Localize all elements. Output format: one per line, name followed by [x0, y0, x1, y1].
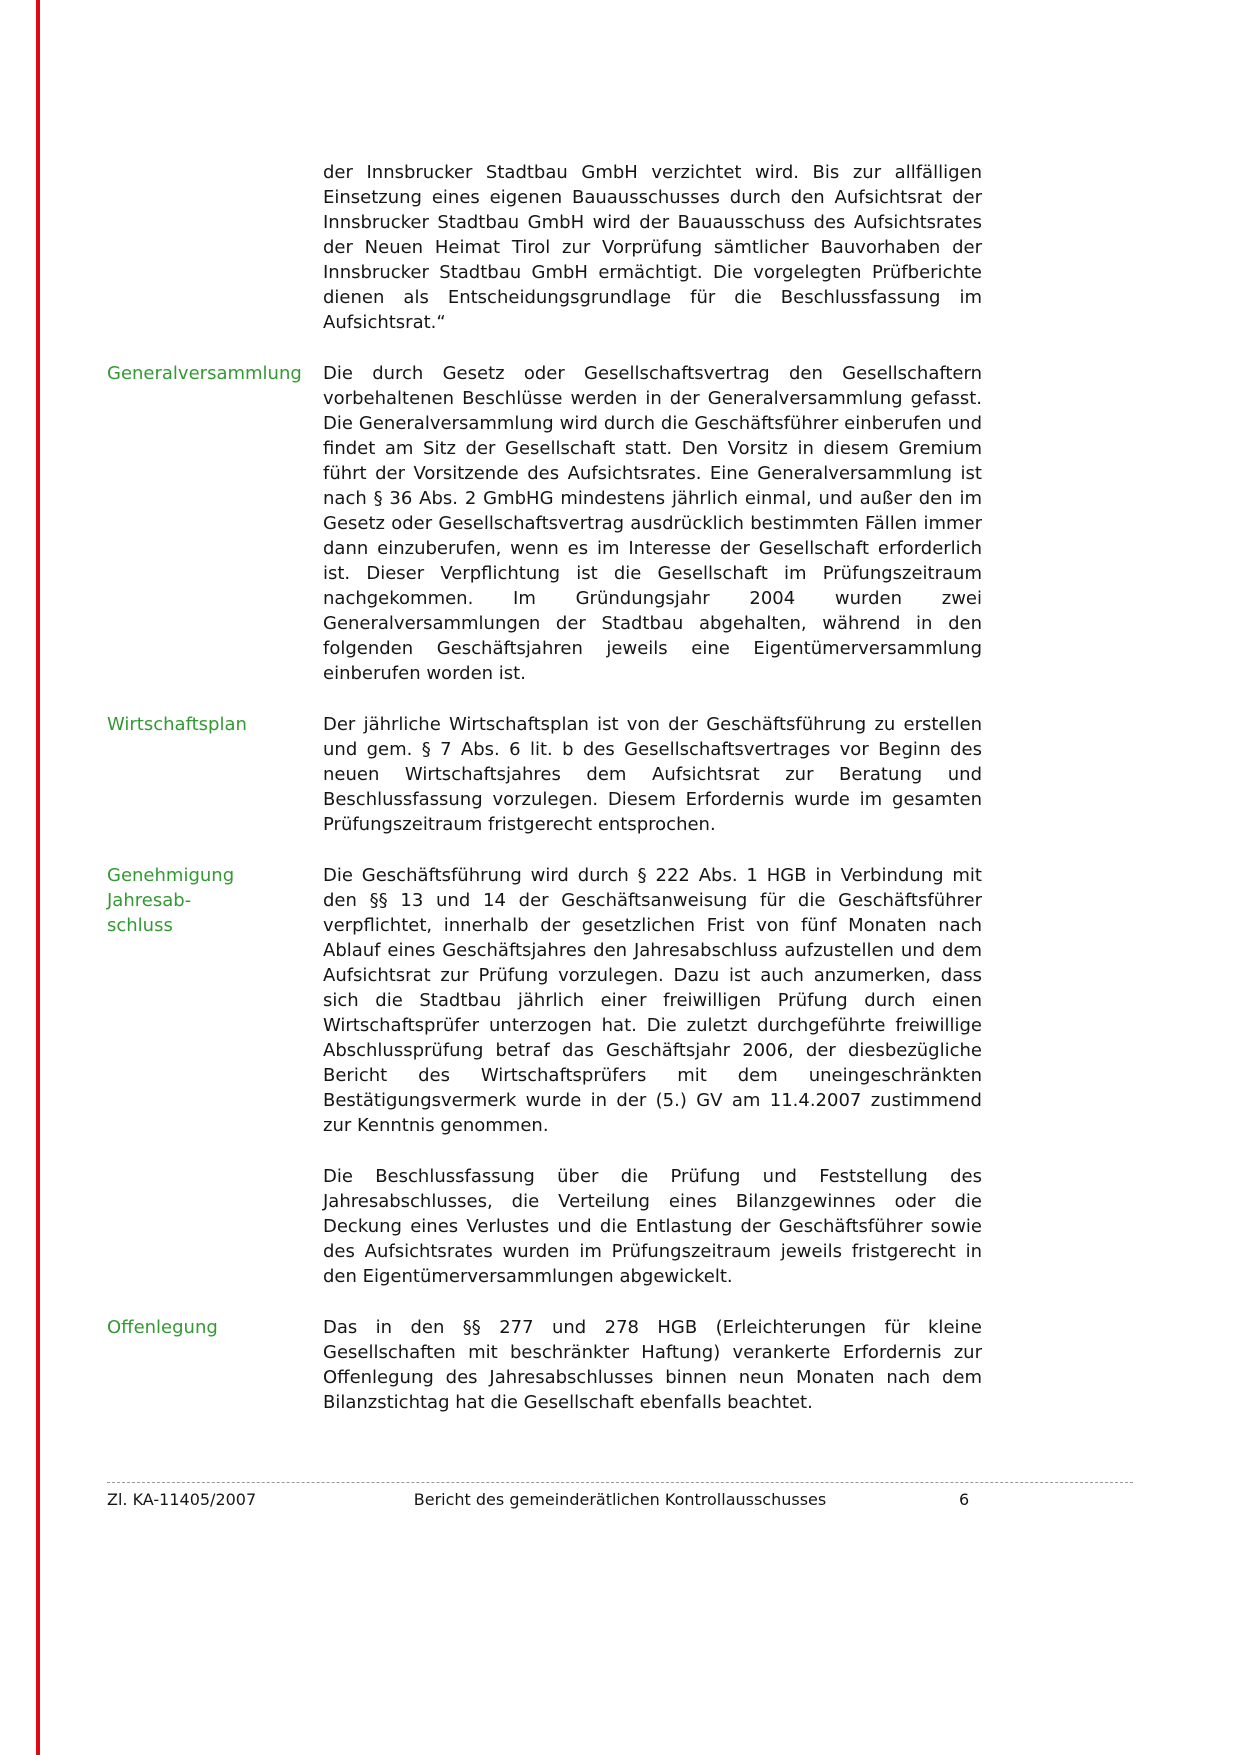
section-generalversammlung [107, 361, 982, 686]
paragraph: Die Geschäftsführung wird durch § 222 Abs. 1 HGB in Verbindung mit den §§ 13 und 14 der Geschäftsanweisung für die Geschäftsführer verpflichtet, innerhalb der gesetzlichen Frist von fünf Monaten nach Ablauf eines Geschäftsjahres den Jahresabschluss aufzustellen und dem Aufsichtsrat zur Prüfung vorzulegen. Dazu ist auch anzumerken, dass sich die Stadtbau jährlich einer freiwilligen Prüfung durch einen Wirtschaftsprüfer unterzogen hat. Die zuletzt durchgeführte freiwillige Abschlussprüfung betraf das Geschäftsjahr 2006, der diesbezügliche Bericht des Wirtschaftsprüfers mit dem uneingeschränkten Bestätigungsvermerk wurde in der (5.) GV am 11.4.2007 zustimmend zur Kenntnis genommen. [323, 865, 982, 1136]
section-text [323, 1315, 982, 1415]
section-continuation [107, 160, 982, 335]
margin-label-generalversammlung: Generalversammlung [107, 363, 302, 384]
paragraph: Die Beschlussfassung über die Prüfung und Feststellung des Jahresabschlusses, die Verteilung eines Bilanzgewinnes oder die Deckung eines Verlustes und die Entlastung der Geschäftsführer sowie des Aufsichtsrates wurden im Prüfungszeitraum jeweils fristgerecht in den Eigentümerversammlungen abgewickelt. [323, 1166, 982, 1287]
section-text [323, 160, 982, 335]
margin-label-wirtschaftsplan: Wirtschaftsplan [107, 714, 247, 735]
paragraph: der Innsbrucker Stadtbau GmbH verzichtet wird. Bis zur allfälligen Einsetzung eines eigenen Bauausschusses durch den Aufsichtsrat der Innsbrucker Stadtbau GmbH wird der Bauausschuss des Aufsichtsrates der Neuen Heimat Tirol zur Vorprüfung sämtlicher Bauvorhaben der Innsbrucker Stadtbau GmbH ermächtigt. Die vorgelegten Prüfberichte dienen als Entscheidungsgrundlage für die Beschlussfassung im Aufsichtsrat.“ [323, 162, 982, 333]
margin-label-genehmigung-jahresabschluss: Genehmigung Jahresab- schluss [107, 865, 235, 936]
paragraph: Das in den §§ 277 und 278 HGB (Erleichterungen für kleine Gesellschaften mit beschränkter Haftung) verankerte Erfordernis zur Offenlegung des Jahresabschlusses binnen neun Monaten nach dem Bilanzstichtag hat die Gesellschaft ebenfalls beachtet. [323, 1317, 982, 1413]
margin-label-empty [107, 160, 323, 335]
section-genehmigung-jahresabschluss [107, 863, 982, 1289]
document-body [107, 160, 982, 1441]
section-text [323, 361, 982, 686]
section-wirtschaftsplan [107, 712, 982, 837]
page-footer [107, 1482, 1133, 1518]
left-margin-rule [36, 0, 40, 1755]
footer-reference-number: Zl. KA-11405/2007 [107, 1490, 257, 1509]
section-offenlegung [107, 1315, 982, 1415]
paragraph: Die durch Gesetz oder Gesellschaftsvertrag den Gesellschaftern vorbehaltenen Beschlüsse werden in der Generalversammlung gefasst. Die Generalversammlung wird durch die Geschäftsführer einberufen und findet am Sitz der Gesellschaft statt. Den Vorsitz in diesem Gremium führt der Vorsitzende des Aufsichtsrates. Eine Generalversammlung ist nach § 36 Abs. 2 GmbHG mindestens jährlich einmal, und außer den im Gesetz oder Gesellschaftsvertrag ausdrücklich bestimmten Fällen immer dann einzuberufen, wenn es im Interesse der Gesellschaft erforderlich ist. Dieser Verpflichtung ist die Gesellschaft im Prüfungszeitraum nachgekommen. Im Gründungsjahr 2004 wurden zwei Generalversammlungen der Stadtbau abgehalten, während in den folgenden Geschäftsjahren jeweils eine Eigentümerversammlung einberufen worden ist. [323, 363, 982, 684]
section-text [323, 712, 982, 837]
footer-page-number: 6 [959, 1490, 970, 1509]
margin-label-offenlegung: Offenlegung [107, 1317, 218, 1338]
paragraph: Der jährliche Wirtschaftsplan ist von der Geschäftsführung zu erstellen und gem. § 7 Abs. 6 lit. b des Gesellschaftsvertrages vor Beginn des neuen Wirtschaftsjahres dem Aufsichtsrat zur Beratung und Beschlussfassung vorzulegen. Diesem Erfordernis wurde im gesamten Prüfungszeitraum fristgerecht entsprochen. [323, 714, 982, 835]
footer-document-title: Bericht des gemeinderätlichen Kontrollausschusses [413, 1490, 827, 1509]
section-text [323, 863, 982, 1289]
